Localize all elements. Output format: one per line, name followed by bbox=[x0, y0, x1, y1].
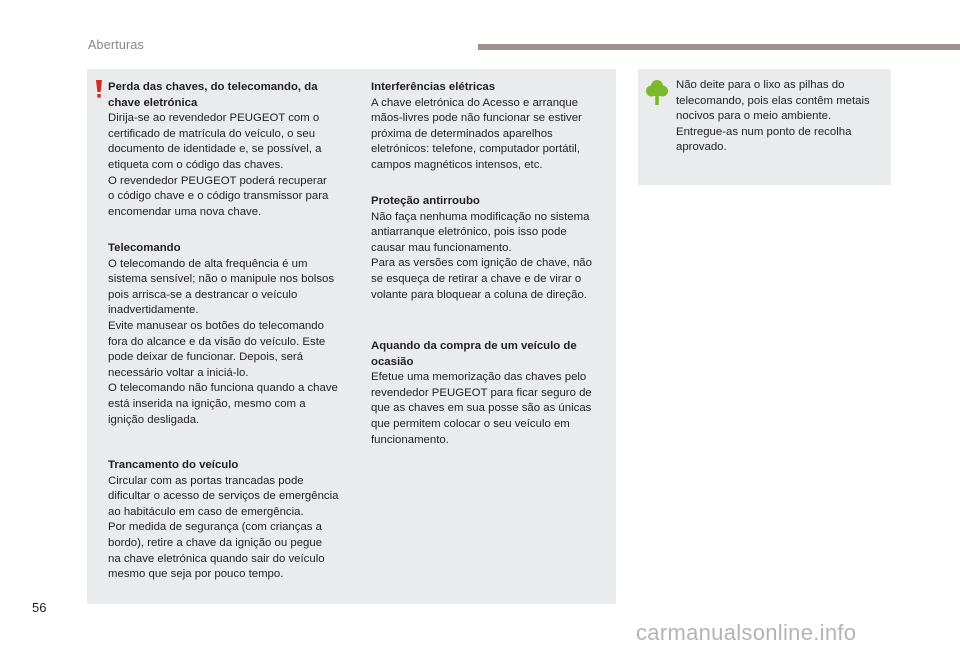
watermark: carmanualsonline.info bbox=[636, 620, 857, 645]
anti-theft-body: Não faça nenhuma modificação no sistema antiarranque eletrónico, pois isso pode causar mau funcionamento. Para as versões com ignição de chave, não se esqueça de retirar a chave e de virar o volante para bloquear a coluna de direção. bbox=[371, 210, 592, 301]
header-bar bbox=[478, 44, 960, 50]
electrical-interference-title: Interferências elétricas bbox=[371, 81, 496, 93]
anti-theft-title: Proteção antirroubo bbox=[371, 195, 480, 207]
vehicle-locking-title: Trancamento do veículo bbox=[108, 459, 239, 471]
warning-exclamation-icon bbox=[95, 80, 103, 98]
remote-control-body: O telecomando de alta frequência é um sistema sensível; não o manipule nos bolsos pois arrisca-se a destrancar o veículo inadvertidamente. Evite manusear os botões do telecomando fora do alcance e da visão do veículo. Este pode deixar de funcionar. Depois, será necessário voltar a iniciá-lo. O telecomando não funciona quando a chave está inserida na ignição, mesmo com a ignição desligada. bbox=[108, 257, 338, 426]
electrical-interference-body: A chave eletrónica do Acesso e arranque mãos-livres pode não funcionar se estiver próxima de determinados aparelhos eletrónicos: telefone, computador portátil, campos magnéticos intensos, etc. bbox=[371, 96, 582, 171]
vehicle-locking-block bbox=[108, 458, 358, 583]
lost-keys-block bbox=[108, 80, 358, 220]
remote-control-block bbox=[108, 241, 358, 428]
eco-tree-icon bbox=[646, 79, 668, 105]
battery-disposal-body: Não deite para o lixo as pilhas do telecomando, pois elas contêm metais nocivos para o meio ambiente. Entregue-as num ponto de recolha aprovado. bbox=[676, 79, 870, 154]
battery-disposal-block bbox=[676, 78, 888, 156]
used-vehicle-body: Efetue uma memorização das chaves pelo revendedor PEUGEOT para ficar seguro de que as chaves em sua posse são as únicas que permitem colocar o seu veículo em funcionamento. bbox=[371, 371, 592, 446]
remote-control-title: Telecomando bbox=[108, 242, 181, 254]
used-vehicle-title: Aquando da compra de um veículo de ocasião bbox=[371, 340, 577, 368]
lost-keys-body: Dirija-se ao revendedor PEUGEOT com o certificado de matrícula do veículo, o seu documento de identidade e, se possível, a etiqueta com o código das chaves. O revendedor PEUGEOT poderá recuperar o código chave e o código transmissor para encomendar uma nova chave. bbox=[108, 112, 329, 218]
section-title: Aberturas bbox=[88, 38, 144, 52]
page-number: 56 bbox=[32, 600, 47, 615]
anti-theft-block bbox=[371, 194, 611, 303]
lost-keys-title: Perda das chaves, do telecomando, da chave eletrónica bbox=[108, 81, 318, 109]
vehicle-locking-body: Circular com as portas trancadas pode dificultar o acesso de serviços de emergência ao habitáculo em caso de emergência. Por medida de segurança (com crianças a bordo), retire a chave da ignição ou pegue na chave eletrónica quando sair do veículo mesmo que seja por pouco tempo. bbox=[108, 474, 339, 581]
used-vehicle-block bbox=[371, 339, 611, 448]
electrical-interference-block bbox=[371, 80, 611, 174]
